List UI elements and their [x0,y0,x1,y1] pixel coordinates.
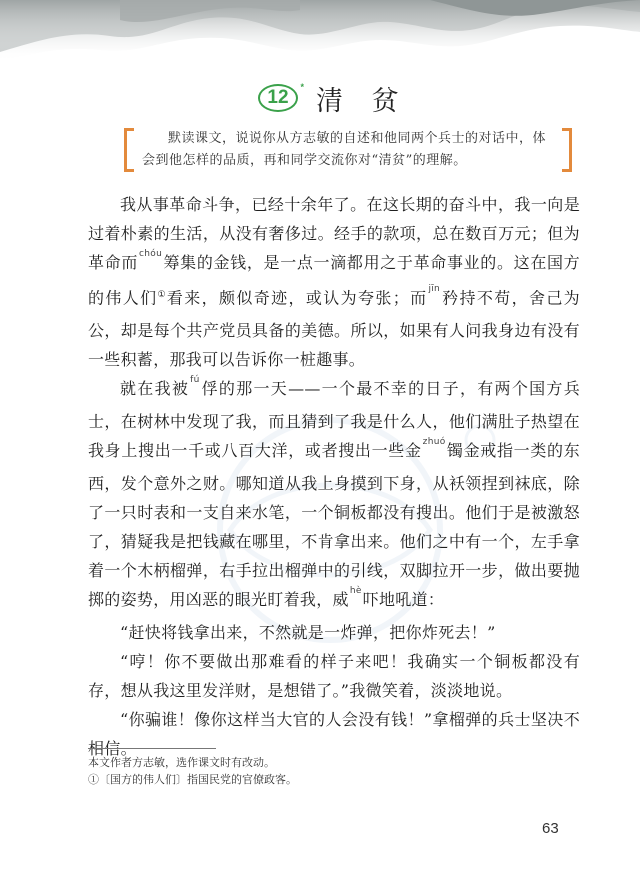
article-body [88,190,580,763]
pinyin-annotation-fu: fú [190,375,200,386]
paragraph-1-text-a: 我从事革命斗争，已经十余年了。在这长期的奋斗中，我一向是过着朴素的生活，从没有奢侈过。经手的款项，总在数百万元；但为革命而 [88,195,580,272]
footnote-1: ①〔国方的伟人们〕指国民党的官僚政客。 [88,773,297,786]
pinyin-annotation-he: hè [349,586,362,597]
paragraph-2-text-c: 镯金戒指一类的东西，发个意外之财。哪知道从我上身摸到下身，从袄领捏到袜底，除了一只时表和一支自来水笔，一个铜板都没有搜出。他们于是被激怒了，猜疑我是把钱藏在哪里，不肯拿出来。他们之中有一个，左手拿着一个木柄榴弹，右手拉出榴弹中的引线，双脚拉开一步，做出要抛掷的姿势，用凶恶的眼光盯着我，威 [88,441,580,610]
paragraph-4: “哼！你不要做出那难看的样子来吧！我确实一个铜板都没有存，想从我这里发洋财，是想错了。”我微笑着，淡淡地说。 [88,652,580,701]
lesson-number-badge [258,82,304,112]
paragraph-2-text-d: 吓地吼道： [362,590,445,610]
self-study-star-mark: * [300,82,304,92]
reading-prompt-text: 默读课文，说说你从方志敏的自述和他同两个兵士的对话中，体会到他怎样的品质，再和同学交流你对“清贫”的理解。 [142,131,547,168]
paragraph-2-text-a: 就在我被 [120,379,190,399]
paragraph-2-text-b: 俘的那一天——一个最不幸的日子，有两个国方兵士，在树林中发现了我，而且猜到了我是什么人，他们满肚子热望在我身上搜出一千或八百大洋，或者搜出一些金 [88,379,580,461]
paragraph-1 [88,190,580,374]
footnote-divider [88,748,216,749]
pinyin-annotation-zhuo: zhuó [422,437,446,448]
right-bracket-decoration [562,128,572,172]
footnote-marker-1[interactable]: ① [157,290,167,300]
mountain-header-illustration [0,0,640,80]
paragraph-1-text-d: 矜持不苟，舍己为公，却是每个共产党员具备的美德。所以，如果有人问我身边有没有一些积蓄，那我可以告诉你一桩趣事。 [88,288,580,370]
left-bracket-decoration [124,128,134,172]
paragraph-2 [88,374,580,618]
paragraph-5: “你骗谁！像你这样当大官的人会没有钱！”拿榴弹的兵士坚决不相信。 [88,710,580,759]
lesson-header [258,80,409,116]
pinyin-annotation-jin: jīn [428,284,441,295]
pinyin-annotation-chou: chóu [139,249,163,259]
lesson-number: 12 [267,87,289,108]
source-note: 本文作者方志敏，选作课文时有改动。 [88,756,275,769]
page-number: 63 [542,820,559,837]
reading-prompt-box [124,128,572,172]
paragraph-1-text-c: 看来，颇似奇迹，或认为夸张；而 [166,288,428,308]
lesson-title: 清 贫 [316,85,409,117]
paragraph-3: “赶快将钱拿出来，不然就是一炸弹，把你炸死去！” [120,623,496,643]
footnotes [88,754,580,788]
paragraph-1-text-b: 筹集的金钱，是一点一滴都用之于革命事业的。这在国方的伟人们 [88,253,580,308]
